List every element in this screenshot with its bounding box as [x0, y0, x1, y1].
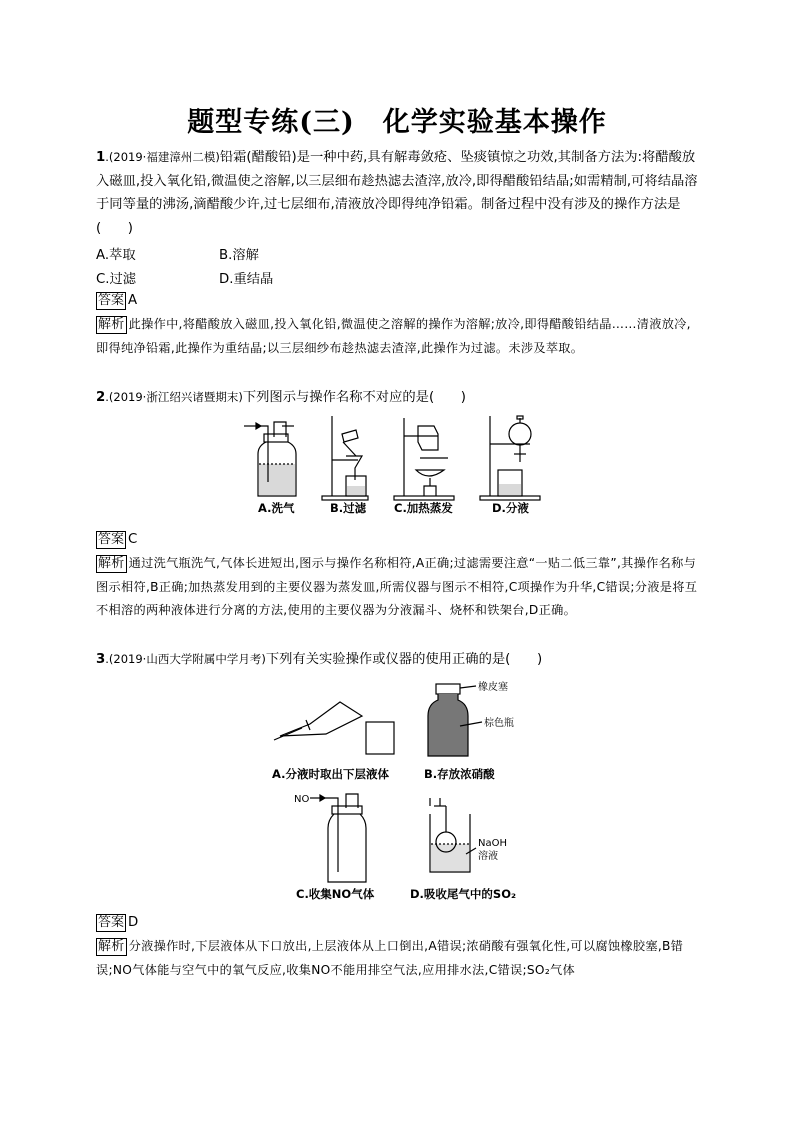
option-b: B.溶解 — [219, 248, 259, 263]
gas-washing-bottle-diagram — [244, 422, 296, 515]
caption-d: D.吸收尾气中的SO₂ — [410, 887, 517, 901]
analysis-text: 此操作中,将醋酸放入磁皿,投入氧化铅,微温使之溶解的操作为溶解;放冷,即得醋酸铅结晶……清液放冷,即得纯净铅霜,此操作为重结晶;以三层细纱布趁热滤去渣滓,此操作为过滤。未涉及萃取。 — [96, 317, 691, 355]
caption-a: A.洗气 — [258, 501, 295, 515]
question-source: .(2019·福建漳州二模) — [105, 150, 220, 164]
answer-1 — [96, 289, 702, 313]
analysis-3 — [96, 935, 702, 982]
analysis-text: 通过洗气瓶洗气,气体长进短出,图示与操作名称相符,A正确;过滤需要注意“一贴二低三靠”,其操作名称与图示相符,B正确;加热蒸发用到的主要仪器为蒸发皿,所需仪器与图示不相符,C项操作为升华,C错误;分液是将互不相溶的两种液体进行分离的方法,使用的主要仪器为分液漏斗、烧杯和铁架台,D正确。 — [96, 556, 698, 617]
answer-tag: 答案 — [98, 915, 125, 930]
caption-a: A.分液时取出下层液体 — [272, 767, 389, 781]
caption-c: C.加热蒸发 — [394, 501, 453, 515]
question-source: .(2019·浙江绍兴诸暨期末) — [105, 390, 243, 404]
answer-2 — [96, 528, 702, 552]
separatory-funnel-diagram — [480, 416, 540, 515]
no-label: NO — [294, 794, 310, 805]
analysis-tag: 解析 — [98, 556, 125, 571]
analysis-1 — [96, 313, 702, 360]
caption-c: C.收集NO气体 — [296, 887, 375, 901]
apparatus-figure-q2 — [238, 412, 558, 524]
analysis-tag: 解析 — [98, 939, 125, 954]
question-1-stem — [96, 146, 702, 240]
question-source: .(2019·山西大学附属中学月考) — [105, 652, 266, 666]
gas-collection-diagram — [294, 794, 375, 901]
analysis-text: 分液操作时,下层液体从下口放出,上层液体从上口倒出,A错误;浓硝酸有强氧化性,可以腐蚀橡胶塞,B错误;NO气体能与空气中的氧气反应,收集NO不能用排空气法,应用排水法,C错误;SO₂气体 — [96, 939, 684, 977]
apparatus-figure-q3 — [270, 676, 560, 906]
answer-tag: 答案 — [98, 532, 125, 547]
option-c: C.过滤 — [96, 272, 137, 287]
heating-diagram — [394, 418, 454, 515]
question-3-stem — [96, 648, 702, 672]
analysis-tag: 解析 — [98, 317, 125, 332]
question-2-stem — [96, 386, 702, 410]
option-a: A.萃取 — [96, 248, 136, 263]
question-text: 下列有关实验操作或仪器的使用正确的是( ) — [265, 652, 543, 667]
answer-value: C — [128, 532, 138, 547]
answer-3 — [96, 911, 702, 935]
answer-value: D — [128, 915, 139, 930]
bottle-label: 棕色瓶 — [484, 718, 514, 729]
funnel-pouring-diagram — [272, 702, 394, 781]
answer-tag: 答案 — [98, 293, 125, 308]
question-number: 2 — [96, 390, 106, 405]
absorption-diagram — [410, 798, 516, 901]
option-d: D.重结晶 — [219, 272, 274, 287]
question-number: 1 — [96, 150, 106, 165]
naoh-label: NaOH — [478, 838, 507, 849]
analysis-2 — [96, 552, 702, 623]
filtration-diagram — [322, 416, 368, 515]
question-text: 铅霜(醋酸铅)是一种中药,具有解毒敛疮、坠痰镇惊之功效,其制备方法为:将醋酸放入磁皿,投入氧化铅,微温使之溶解,以三层细布趁热滤去渣滓,放冷,即得醋酸铅结晶;如需精制,可将结晶溶于同等量的沸汤,滴醋酸少许,过七层细布,清液放冷即得纯净铅霜。制备过程中没有涉及的操作方法是( ) — [96, 150, 698, 236]
caption-b: B.存放浓硝酸 — [424, 767, 495, 781]
question-text: 下列图示与操作名称不对应的是( ) — [242, 390, 466, 405]
brown-bottle-diagram — [424, 680, 514, 781]
stopper-label: 橡皮塞 — [478, 682, 508, 693]
question-number: 3 — [96, 652, 106, 667]
page-title: 题型专练(三) 化学实验基本操作 — [187, 107, 607, 138]
answer-value: A — [128, 293, 138, 308]
caption-b: B.过滤 — [330, 501, 367, 515]
solution-label: 溶液 — [478, 851, 498, 862]
caption-d: D.分液 — [492, 501, 529, 515]
